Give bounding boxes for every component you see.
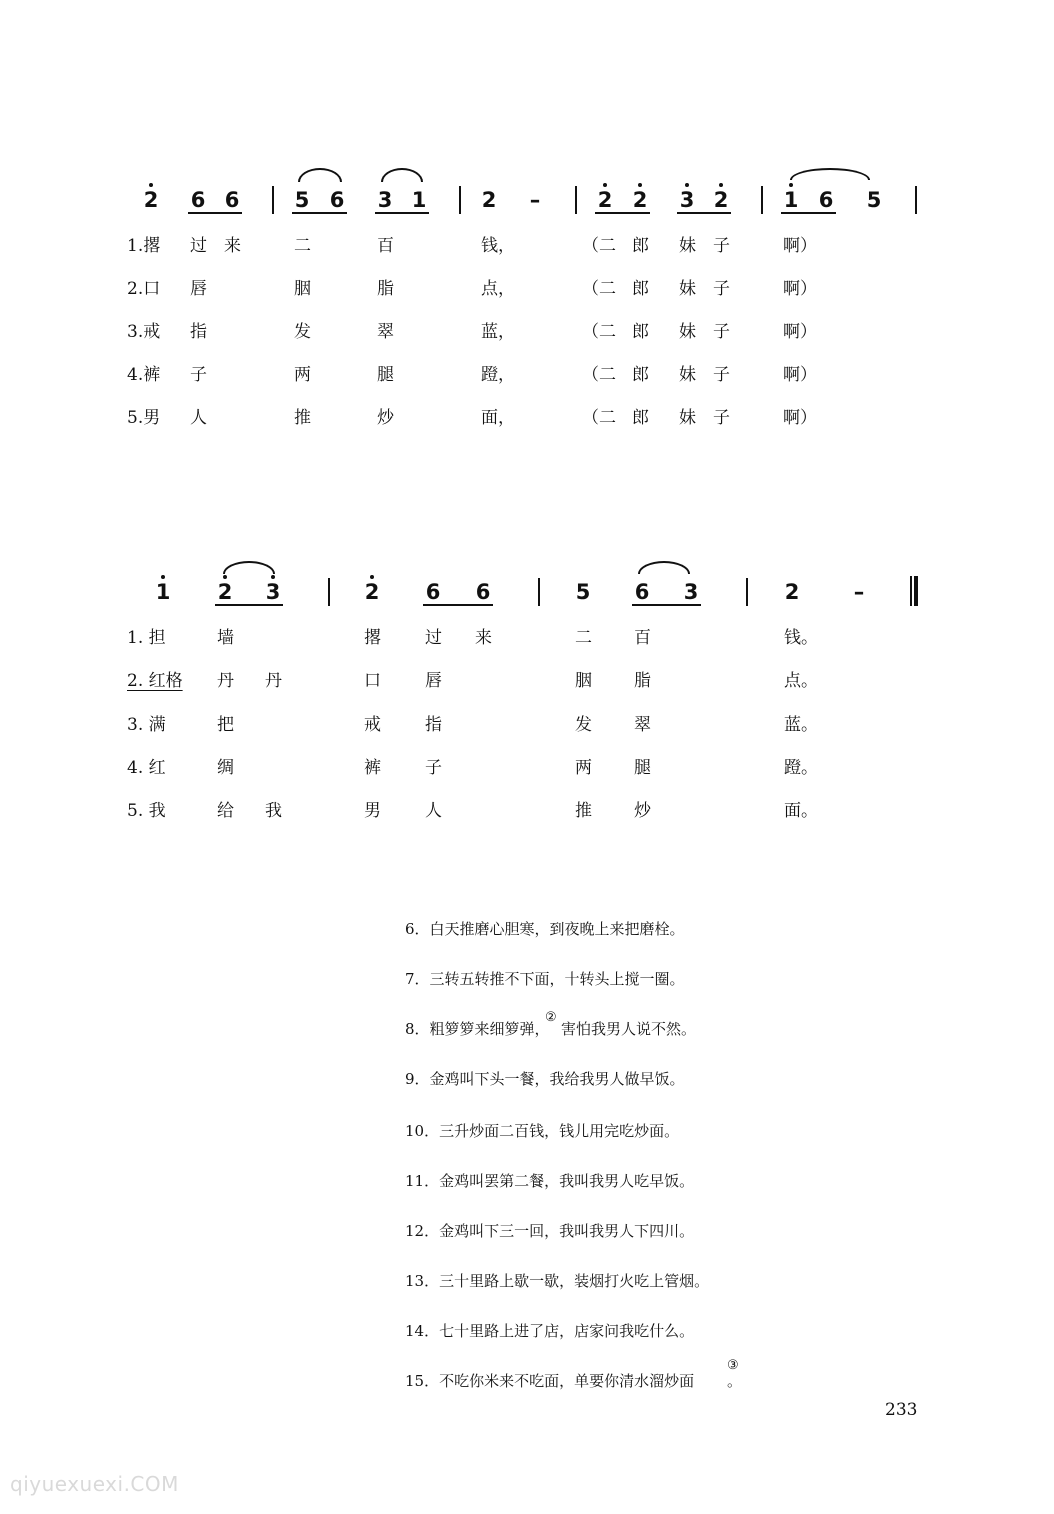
lyric: 炒 bbox=[377, 408, 394, 428]
lyric: 子 bbox=[713, 408, 730, 428]
lyric: 人 bbox=[425, 801, 442, 821]
dash: – bbox=[529, 188, 541, 212]
dash: – bbox=[853, 580, 865, 604]
octave-dot bbox=[685, 183, 689, 187]
lyric: 1.撂 bbox=[127, 236, 161, 256]
lyric: 人 bbox=[190, 408, 207, 428]
lyric: （二 bbox=[582, 408, 616, 428]
slur bbox=[790, 168, 870, 180]
verse-line: 10．三升炒面二百钱，钱儿用完吃炒面。 bbox=[405, 1122, 680, 1140]
lyric: 蓝。 bbox=[784, 715, 818, 735]
verse-line: 15．不吃你米来不吃面，单要你清水溜炒面 bbox=[405, 1372, 695, 1390]
lyric: 3. 满 bbox=[127, 715, 166, 735]
lyric: 郎 bbox=[632, 279, 649, 299]
verse-line: 12．金鸡叫下三一回，我叫我男人下四川。 bbox=[405, 1222, 695, 1240]
lyric: 面。 bbox=[784, 801, 818, 821]
lyric: 4.裤 bbox=[127, 365, 161, 385]
octave-dot bbox=[223, 575, 227, 579]
lyric: 妹 bbox=[679, 365, 696, 385]
barline bbox=[272, 186, 274, 214]
note: 2 bbox=[597, 188, 613, 212]
lyric: 炒 bbox=[634, 801, 651, 821]
lyric: 面， bbox=[481, 408, 515, 428]
lyric: 二 bbox=[575, 628, 592, 648]
final-barline-thin bbox=[910, 576, 912, 606]
verse-line: 害怕我男人说不然。 bbox=[561, 1020, 697, 1038]
lyric: 蓝， bbox=[481, 322, 515, 342]
lyric: 子 bbox=[713, 322, 730, 342]
slur bbox=[298, 168, 342, 182]
lyric: 蹬， bbox=[481, 365, 515, 385]
lyric: 妹 bbox=[679, 408, 696, 428]
lyric: 翠 bbox=[377, 322, 394, 342]
barline bbox=[915, 186, 917, 214]
lyric: （二 bbox=[582, 365, 616, 385]
note: 1 bbox=[411, 188, 427, 212]
note: 3 bbox=[679, 188, 695, 212]
verse-line: 6．白天推磨心胆寒，到夜晚上来把磨栓。 bbox=[405, 920, 685, 938]
lyric: 啊） bbox=[783, 408, 817, 428]
lyric: 点， bbox=[481, 279, 515, 299]
lyric: 给 bbox=[217, 801, 234, 821]
lyric: 推 bbox=[575, 801, 592, 821]
lyric: 百 bbox=[634, 628, 651, 648]
verse-line: 14．七十里路上进了店，店家问我吃什么。 bbox=[405, 1322, 695, 1340]
beam-line bbox=[677, 212, 731, 214]
lyric: 啊） bbox=[783, 322, 817, 342]
lyric: 戒 bbox=[364, 715, 381, 735]
lyric: 发 bbox=[575, 715, 592, 735]
lyric: 妹 bbox=[679, 236, 696, 256]
note: 6 bbox=[329, 188, 345, 212]
lyric: 绸 bbox=[217, 758, 234, 778]
barline bbox=[459, 186, 461, 214]
lyric: 子 bbox=[713, 279, 730, 299]
lyric: 丹 bbox=[265, 671, 282, 691]
note: 2 bbox=[143, 188, 159, 212]
lyric: 撂 bbox=[364, 628, 381, 648]
note: 2 bbox=[713, 188, 729, 212]
lyric: 墙 bbox=[217, 628, 234, 648]
beam-line bbox=[375, 212, 429, 214]
note: 2 bbox=[481, 188, 497, 212]
lyric: 子 bbox=[713, 236, 730, 256]
lyric: 指 bbox=[190, 322, 207, 342]
note: 2 bbox=[364, 580, 380, 604]
lyric: 裤 bbox=[364, 758, 381, 778]
lyric: 子 bbox=[190, 365, 207, 385]
lyric: 发 bbox=[294, 322, 311, 342]
lyric: 推 bbox=[294, 408, 311, 428]
beam-line bbox=[595, 212, 650, 214]
note: 6 bbox=[425, 580, 441, 604]
footnote-mark: ② bbox=[545, 1010, 557, 1025]
lyric: 两 bbox=[294, 365, 311, 385]
lyric: 1. 担 bbox=[127, 628, 166, 648]
beam-line bbox=[781, 212, 836, 214]
lyric: 来 bbox=[475, 628, 492, 648]
watermark: qiyuexuexi.COM bbox=[10, 1472, 179, 1496]
lyric: 4. 红 bbox=[127, 758, 166, 778]
lyric: 胭 bbox=[575, 671, 592, 691]
slur bbox=[223, 561, 275, 574]
note: 6 bbox=[224, 188, 240, 212]
lyric: （二 bbox=[582, 236, 616, 256]
octave-dot bbox=[271, 575, 275, 579]
lyric: 啊） bbox=[783, 279, 817, 299]
barline bbox=[538, 578, 540, 606]
lyric: 2. 红格 bbox=[127, 671, 183, 691]
octave-dot bbox=[603, 183, 607, 187]
octave-dot bbox=[719, 183, 723, 187]
verse-line: 13．三十里路上歇一歇，装烟打火吃上管烟。 bbox=[405, 1272, 710, 1290]
note: 3 bbox=[683, 580, 699, 604]
lyric: 胭 bbox=[294, 279, 311, 299]
lyric: 百 bbox=[377, 236, 394, 256]
lyric: 我 bbox=[265, 801, 282, 821]
lyric: 翠 bbox=[634, 715, 651, 735]
lyric: 妹 bbox=[679, 322, 696, 342]
lyric: 口 bbox=[364, 671, 381, 691]
beam-line bbox=[188, 212, 242, 214]
lyric: 郎 bbox=[632, 322, 649, 342]
note: 6 bbox=[634, 580, 650, 604]
lyric: 丹 bbox=[217, 671, 234, 691]
note: 1 bbox=[783, 188, 799, 212]
lyric: 过 bbox=[425, 628, 442, 648]
lyric: 点。 bbox=[784, 671, 818, 691]
beam-line bbox=[423, 604, 493, 606]
barline bbox=[761, 186, 763, 214]
verse-line: 11．金鸡叫罢第二餐，我叫我男人吃早饭。 bbox=[405, 1172, 695, 1190]
final-barline-thick bbox=[914, 576, 918, 606]
page-number: 233 bbox=[885, 1400, 918, 1420]
lyric: 5.男 bbox=[127, 408, 161, 428]
lyric: 腿 bbox=[377, 365, 394, 385]
footnote-mark: ③ bbox=[727, 1358, 739, 1373]
lyric: 啊） bbox=[783, 365, 817, 385]
lyric: （二 bbox=[582, 322, 616, 342]
verse-line: 。 bbox=[727, 1372, 743, 1390]
lyric: 郎 bbox=[632, 408, 649, 428]
lyric: （二 bbox=[582, 279, 616, 299]
lyric: 5. 我 bbox=[127, 801, 166, 821]
beam-line bbox=[632, 604, 701, 606]
note: 6 bbox=[190, 188, 206, 212]
lyric: 郎 bbox=[632, 236, 649, 256]
octave-dot bbox=[370, 575, 374, 579]
lyric: 啊） bbox=[783, 236, 817, 256]
note: 1 bbox=[155, 580, 171, 604]
beam-line bbox=[292, 212, 347, 214]
octave-dot bbox=[149, 183, 153, 187]
note: 5 bbox=[866, 188, 882, 212]
lyric: 郎 bbox=[632, 365, 649, 385]
verse-line: 8．粗箩箩来细箩弹， bbox=[405, 1020, 550, 1038]
slur bbox=[381, 168, 423, 182]
lyric: 唇 bbox=[190, 279, 207, 299]
note: 2 bbox=[632, 188, 648, 212]
lyric: 钱。 bbox=[784, 628, 818, 648]
lyric: 钱， bbox=[481, 236, 515, 256]
note: 6 bbox=[475, 580, 491, 604]
lyric: 2.口 bbox=[127, 279, 161, 299]
verse-line: 7．三转五转推不下面，十转头上搅一圈。 bbox=[405, 970, 685, 988]
note: 3 bbox=[265, 580, 281, 604]
lyric: 二 bbox=[294, 236, 311, 256]
verse-line: 9．金鸡叫下头一餐，我给我男人做早饭。 bbox=[405, 1070, 685, 1088]
beam-line bbox=[215, 604, 283, 606]
barline bbox=[575, 186, 577, 214]
lyric: 男 bbox=[364, 801, 381, 821]
lyric: 唇 bbox=[425, 671, 442, 691]
lyric: 子 bbox=[425, 758, 442, 778]
lyric: 指 bbox=[425, 715, 442, 735]
slur bbox=[638, 561, 690, 574]
lyric: 两 bbox=[575, 758, 592, 778]
note: 2 bbox=[217, 580, 233, 604]
octave-dot bbox=[638, 183, 642, 187]
octave-dot bbox=[789, 183, 793, 187]
note: 3 bbox=[377, 188, 393, 212]
lyric: 过 bbox=[190, 236, 207, 256]
lyric: 妹 bbox=[679, 279, 696, 299]
octave-dot bbox=[161, 575, 165, 579]
lyric: 来 bbox=[224, 236, 241, 256]
lyric: 3.戒 bbox=[127, 322, 161, 342]
note: 2 bbox=[784, 580, 800, 604]
lyric: 脂 bbox=[634, 671, 651, 691]
lyric: 腿 bbox=[634, 758, 651, 778]
note: 6 bbox=[818, 188, 834, 212]
lyric: 蹬。 bbox=[784, 758, 818, 778]
lyric: 子 bbox=[713, 365, 730, 385]
barline bbox=[328, 578, 330, 606]
lyric: 把 bbox=[217, 715, 234, 735]
barline bbox=[746, 578, 748, 606]
note: 5 bbox=[294, 188, 310, 212]
lyric: 脂 bbox=[377, 279, 394, 299]
note: 5 bbox=[575, 580, 591, 604]
